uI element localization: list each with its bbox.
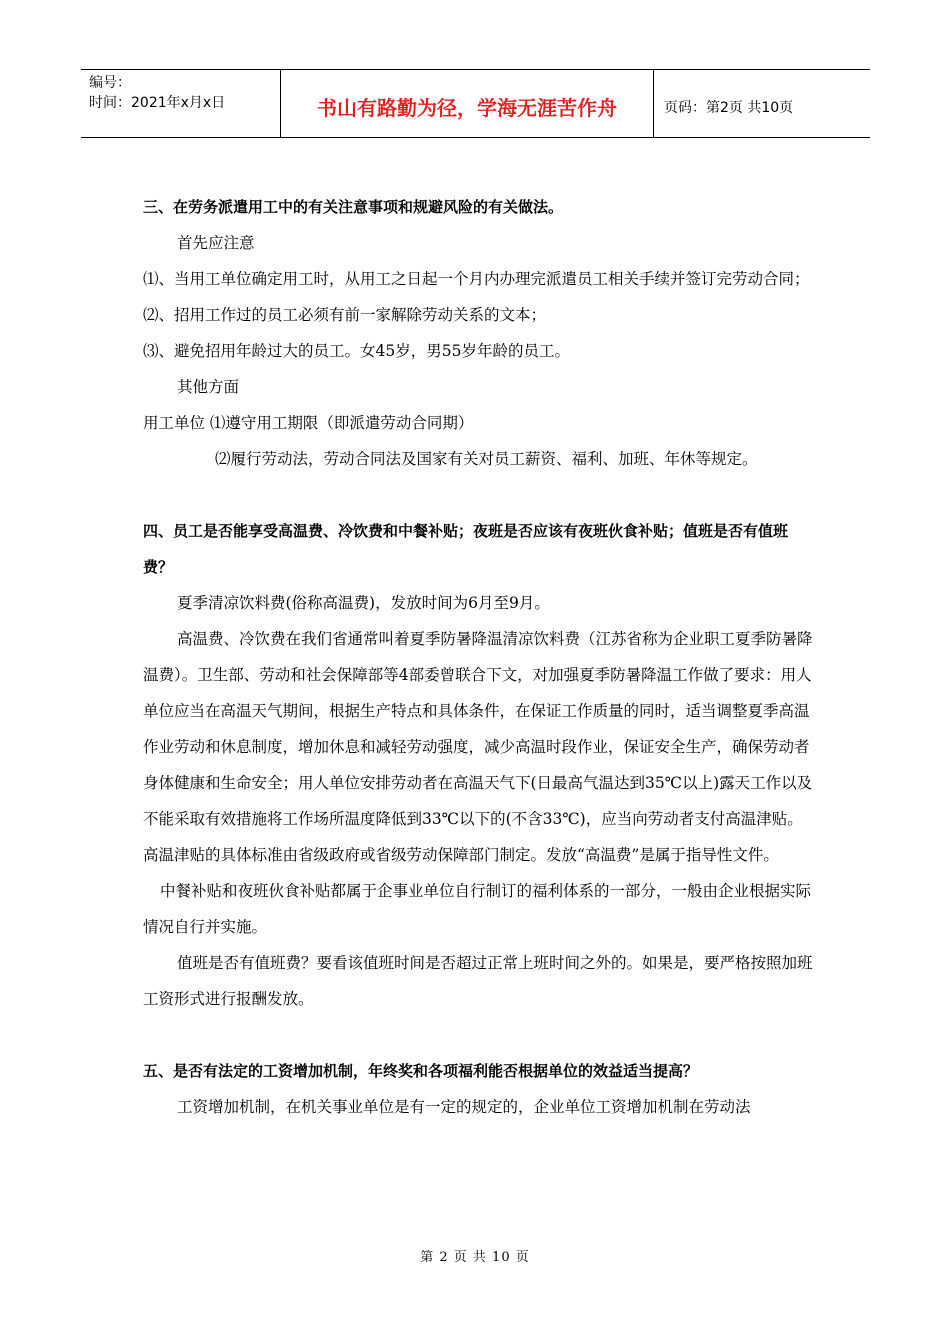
section5-p1: 工资增加机制，在机关事业单位是有一定的规定的，企业单位工资增加机制在劳动法 bbox=[177, 1098, 751, 1116]
section3-item1: ⑴、当用工单位确定用工时，从用工之日起一个月内办理完派遣员工相关手续并签订完劳动合同； bbox=[143, 270, 810, 288]
page-footer: 第 2 页 共 10 页 bbox=[420, 1250, 530, 1265]
section4-p1: 夏季清凉饮料费(俗称高温费)，发放时间为6月至9月。 bbox=[177, 594, 550, 612]
document-body bbox=[143, 189, 813, 1125]
section4-p2: 高温费、冷饮费在我们省通常叫着夏季防暑降温清凉饮料费（江苏省称为企业职工夏季防暑降温费）。卫生部、劳动和社会保障部等4部委曾联合下文，对加强夏季防暑降温工作做了要求：用人单位应当在高温天气期间，根据生产特点和具体条件，在保证工作质量的同时，适当调整夏季高温作业劳动和休息制度，增加休息和减轻劳动强度，减少高温时段作业，保证安全生产，确保劳动者身体健康和生命安全；用人单位安排劳动者在高温天气下(日最高气温达到35℃以上)露天工作以及不能采取有效措施将工作场所温度降低到33℃以下的(不含33℃)，应当向劳动者支付高温津贴。高温津贴的具体标准由省级政府或省级劳动保障部门制定。发放“高温费”是属于指导性文件。 bbox=[143, 630, 813, 864]
section4-p4: 值班是否有值班费？要看该值班时间是否超过正常上班时间之外的。如果是，要严格按照加班工资形式进行报酬发放。 bbox=[143, 954, 813, 1008]
section3-other: 其他方面 bbox=[177, 378, 240, 396]
header-motto: 书山有路勤为径，学海无涯苦作舟 bbox=[281, 70, 654, 137]
time-label: 时间：2021年x月x日 bbox=[89, 95, 226, 111]
section4-heading: 四、员工是否能享受高温费、冷饮费和中餐补贴；夜班是否应该有夜班伙食补贴；值班是否有值班费？ bbox=[143, 522, 789, 576]
page-header bbox=[81, 69, 870, 138]
header-page-info: 页码：第2页 共10页 bbox=[664, 99, 794, 116]
section3-item3: ⑶、避免招用年龄过大的员工。女45岁，男55岁年龄的员工。 bbox=[143, 342, 570, 360]
section3-employer1: 用工单位 ⑴遵守用工期限（即派遣劳动合同期） bbox=[143, 414, 474, 432]
section3-item2: ⑵、招用工作过的员工必须有前一家解除劳动关系的文本； bbox=[143, 306, 547, 324]
section4-p3: 中餐补贴和夜班伙食补贴都属于企事业单位自行制订的福利体系的一部分，一般由企业根据实际情况自行并实施。 bbox=[143, 882, 812, 936]
section5-heading: 五、是否有法定的工资增加机制，年终奖和各项福利能否根据单位的效益适当提高？ bbox=[143, 1062, 699, 1080]
section3-heading: 三、在劳务派遣用工中的有关注意事项和规避风险的有关做法。 bbox=[143, 198, 564, 216]
number-label: 编号： bbox=[89, 75, 131, 91]
header-left-cell bbox=[81, 70, 281, 137]
section3-first-note: 首先应注意 bbox=[177, 234, 255, 252]
section3-employer2: ⑵履行劳动法，劳动合同法及国家有关对员工薪资、福利、加班、年休等规定。 bbox=[215, 450, 758, 468]
